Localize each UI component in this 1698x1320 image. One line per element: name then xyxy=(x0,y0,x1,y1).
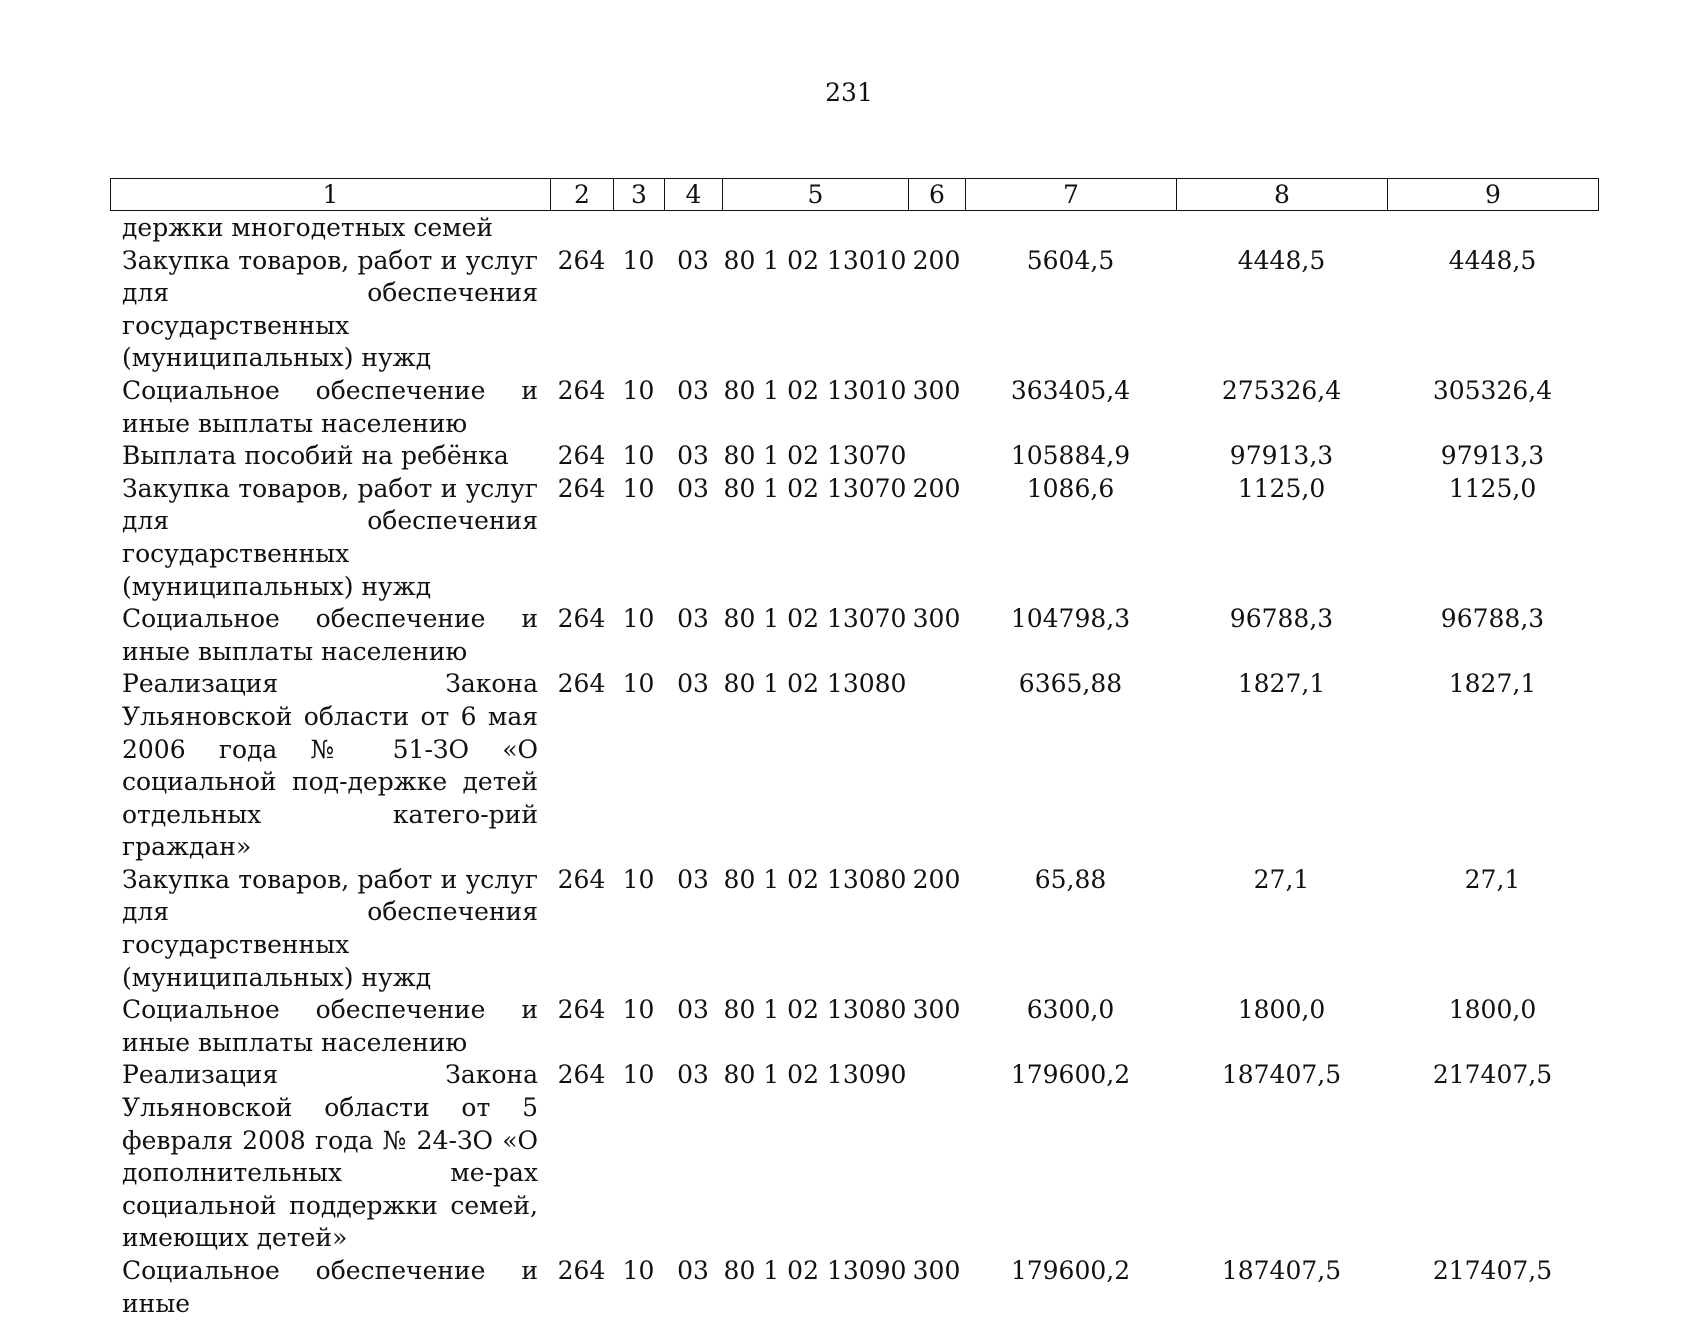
section-cell: 10 xyxy=(622,604,655,634)
ministry-code-cell: 264 xyxy=(557,864,606,894)
subsection-cell: 03 xyxy=(677,1256,709,1285)
amount-cell: 6300,0 xyxy=(1026,995,1115,1025)
table-row xyxy=(110,440,1598,473)
ministry-code-cell: 264 xyxy=(557,995,606,1025)
section-cell: 10 xyxy=(622,441,655,471)
section-cell: 10 xyxy=(622,375,655,405)
target-article-cell: 80 1 02 13090 xyxy=(723,1060,907,1090)
amount-cell: 105884,9 xyxy=(1010,441,1131,471)
amount-cell xyxy=(965,212,1176,245)
section-cell xyxy=(613,212,664,245)
amount-cell: 217407,5 xyxy=(1432,1256,1553,1285)
amount-cell: 179600,2 xyxy=(1010,1256,1131,1285)
column-header: 1 xyxy=(111,179,551,211)
column-header: 6 xyxy=(909,179,966,211)
subsection-cell: 03 xyxy=(677,1060,709,1090)
amount-cell: 187407,5 xyxy=(1221,1256,1342,1285)
table-row xyxy=(110,375,1598,440)
row-name-cell: Социальное обеспечение и иные выплаты населению xyxy=(122,995,538,1057)
expense-type-cell xyxy=(908,1059,965,1255)
subsection-cell: 03 xyxy=(677,245,709,275)
subsection-cell: 03 xyxy=(677,604,709,634)
table-row xyxy=(110,668,1598,864)
target-article-cell: 80 1 02 13080 xyxy=(723,669,907,699)
row-name-cell: Реализация Закона Ульяновской области от 6 мая 2006 года № 51-ЗО «О социальной под-держке детей отдельных катего-рий граждан» xyxy=(122,669,538,862)
column-header: 4 xyxy=(665,179,723,211)
amount-cell: 97913,3 xyxy=(1440,441,1545,471)
subsection-cell: 03 xyxy=(677,441,709,471)
column-header-row xyxy=(111,179,1599,211)
ministry-code-cell: 264 xyxy=(557,245,606,275)
amount-cell xyxy=(1387,212,1598,245)
row-name-cell: Закупка товаров, работ и услуг для обеспечения государственных (муниципальных) нужд xyxy=(122,473,538,601)
column-header: 5 xyxy=(723,179,909,211)
expense-type-cell: 300 xyxy=(912,375,961,405)
amount-cell: 4448,5 xyxy=(1448,245,1537,275)
target-article-cell: 80 1 02 13080 xyxy=(723,864,907,894)
amount-cell: 1827,1 xyxy=(1448,669,1537,699)
amount-cell: 1800,0 xyxy=(1237,995,1326,1025)
column-header: 7 xyxy=(966,179,1177,211)
amount-cell: 1125,0 xyxy=(1237,473,1326,503)
expense-type-cell: 300 xyxy=(912,995,961,1025)
subsection-cell: 03 xyxy=(677,375,709,405)
subsection-cell xyxy=(664,212,722,245)
amount-cell: 179600,2 xyxy=(1010,1060,1131,1090)
expense-type-cell xyxy=(908,440,965,473)
target-article-cell: 80 1 02 13080 xyxy=(723,995,907,1025)
target-article-cell: 80 1 02 13070 xyxy=(723,473,907,503)
section-cell: 10 xyxy=(622,669,655,699)
amount-cell: 363405,4 xyxy=(1010,375,1131,405)
target-article-cell: 80 1 02 13010 xyxy=(723,375,907,405)
row-name-cell: Закупка товаров, работ и услуг для обеспечения государственных (муниципальных) нужд xyxy=(122,245,538,373)
amount-cell: 97913,3 xyxy=(1229,441,1334,471)
section-cell: 10 xyxy=(622,864,655,894)
subsection-cell: 03 xyxy=(677,669,709,699)
amount-cell: 217407,5 xyxy=(1432,1060,1553,1090)
amount-cell: 5604,5 xyxy=(1026,245,1115,275)
row-name-cell: Реализация Закона Ульяновской области от 5 февраля 2008 года № 24-ЗО «О дополнительных ме-рах социальной поддержки семей, имеющих детей» xyxy=(122,1060,538,1253)
section-cell: 10 xyxy=(622,995,655,1025)
subsection-cell: 03 xyxy=(677,995,709,1025)
column-header: 2 xyxy=(551,179,614,211)
amount-cell: 65,88 xyxy=(1034,864,1107,894)
column-header: 9 xyxy=(1388,179,1599,211)
section-cell: 10 xyxy=(622,1256,655,1285)
amount-cell: 27,1 xyxy=(1464,864,1521,894)
target-article-cell xyxy=(722,212,908,245)
ministry-code-cell: 264 xyxy=(557,441,606,471)
amount-cell: 1125,0 xyxy=(1448,473,1537,503)
table-row xyxy=(110,212,1598,245)
expense-type-cell: 200 xyxy=(912,245,961,275)
expense-type-cell: 300 xyxy=(912,1256,961,1285)
amount-cell xyxy=(1176,212,1387,245)
table-row xyxy=(110,473,1598,603)
target-article-cell: 80 1 02 13010 xyxy=(723,245,907,275)
expense-type-cell: 200 xyxy=(912,473,961,503)
amount-cell: 4448,5 xyxy=(1237,245,1326,275)
expense-type-cell xyxy=(908,668,965,864)
amount-cell: 1827,1 xyxy=(1237,669,1326,699)
amount-cell: 1086,6 xyxy=(1026,473,1115,503)
section-cell: 10 xyxy=(622,473,655,503)
target-article-cell: 80 1 02 13070 xyxy=(723,604,907,634)
amount-cell: 104798,3 xyxy=(1010,604,1131,634)
table-row xyxy=(110,994,1598,1059)
table-row xyxy=(110,864,1598,994)
ministry-code-cell: 264 xyxy=(557,473,606,503)
page-number: 231 xyxy=(825,78,873,107)
ministry-code-cell xyxy=(550,212,613,245)
table-row xyxy=(110,245,1598,375)
ministry-code-cell: 264 xyxy=(557,1256,606,1285)
amount-cell: 187407,5 xyxy=(1221,1060,1342,1090)
target-article-cell: 80 1 02 13070 xyxy=(723,441,907,471)
amount-cell: 305326,4 xyxy=(1432,375,1553,405)
column-header: 8 xyxy=(1177,179,1388,211)
column-header-table xyxy=(110,178,1599,211)
expense-type-cell: 300 xyxy=(912,604,961,634)
row-name-cell: Социальное обеспечение и иные xyxy=(122,1256,538,1318)
budget-table-body xyxy=(110,212,1598,1320)
ministry-code-cell: 264 xyxy=(557,669,606,699)
row-name-cell: Социальное обеспечение и иные выплаты населению xyxy=(122,604,538,666)
amount-cell: 96788,3 xyxy=(1440,604,1545,634)
amount-cell: 1800,0 xyxy=(1448,995,1537,1025)
row-name-cell: Выплата пособий на ребёнка xyxy=(122,441,509,471)
table-row xyxy=(110,603,1598,668)
row-name-cell: Социальное обеспечение и иные выплаты населению xyxy=(122,375,538,438)
amount-cell: 96788,3 xyxy=(1229,604,1334,634)
expense-type-cell xyxy=(908,212,965,245)
subsection-cell: 03 xyxy=(677,864,709,894)
subsection-cell: 03 xyxy=(677,473,709,503)
amount-cell: 27,1 xyxy=(1253,864,1310,894)
amount-cell: 275326,4 xyxy=(1221,375,1342,405)
ministry-code-cell: 264 xyxy=(557,604,606,634)
column-header: 3 xyxy=(614,179,665,211)
ministry-code-cell: 264 xyxy=(557,375,606,405)
table-row xyxy=(110,1059,1598,1255)
section-cell: 10 xyxy=(622,245,655,275)
amount-cell: 6365,88 xyxy=(1018,669,1123,699)
ministry-code-cell: 264 xyxy=(557,1060,606,1090)
section-cell: 10 xyxy=(622,1060,655,1090)
target-article-cell: 80 1 02 13090 xyxy=(723,1256,907,1285)
expense-type-cell: 200 xyxy=(912,864,961,894)
row-name-cell: Закупка товаров, работ и услуг для обеспечения государственных (муниципальных) нужд xyxy=(122,864,538,992)
row-name-cell: держки многодетных семей xyxy=(122,213,494,242)
table-row xyxy=(110,1255,1598,1320)
